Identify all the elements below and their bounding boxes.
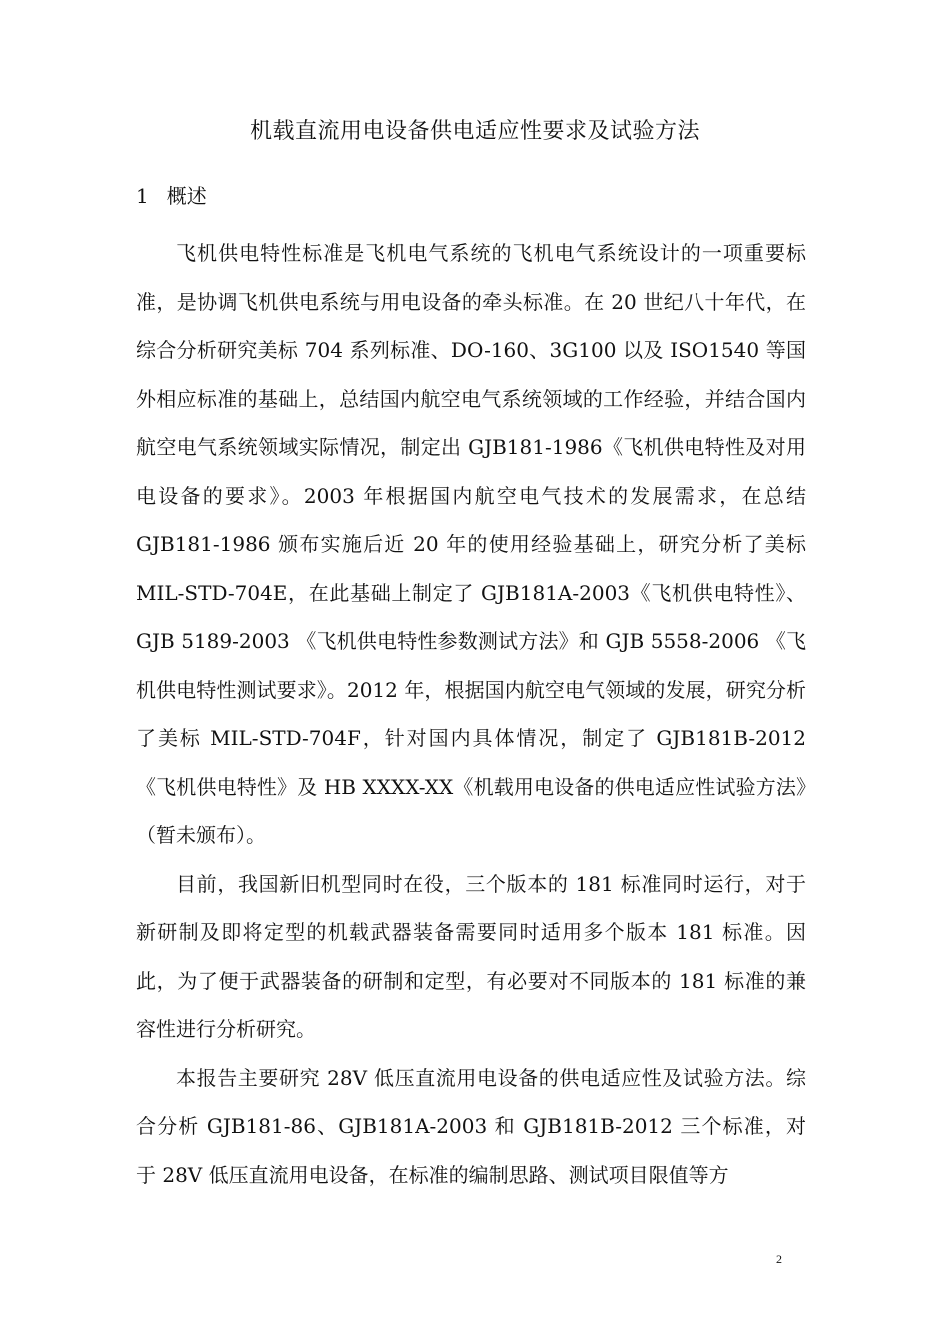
paragraph: 飞机供电特性标准是飞机电气系统的飞机电气系统设计的一项重要标准，是协调飞机供电系统与用电设备的牵头标准。在 20 世纪八十年代，在综合分析研究美标 704 系列标准、DO-160、3G100 以及 ISO1540 等国外相应标准的基础上，总结国内航空电气系统领域的工作经验，并结合国内航空电气系统领域实际情况，制定出 GJB181-1986《飞机供电特性及对用电设备的要求》。2003 年根据国内航空电气技术的发展需求，在总结 GJB181-1986 颁布实施后近 20 年的使用经验基础上，研究分析了美标 MIL-STD-704E，在此基础上制定了 GJB181A-2003《飞机供电特性》、GJB 5189-2003 《飞机供电特性参数测试方法》和 GJB 5558-2006 《飞机供电特性测试要求》。2012 年，根据国内航空电气领域的发展，研究分析了美标 MIL-STD-704F，针对国内具体情况，制定了 GJB181B-2012《飞机供电特性》及 HB XXXX-XX《机载用电设备的供电适应性试验方法》（暂未颁布）。 (136, 241, 806, 847)
page-number: 2 (776, 1252, 782, 1266)
body-text (136, 229, 806, 1199)
section-number: 1 (136, 184, 149, 208)
section-heading (136, 176, 207, 216)
document-title: 机载直流用电设备供电适应性要求及试验方法 (249, 119, 700, 144)
section-title: 概述 (166, 184, 207, 208)
paragraph: 本报告主要研究 28V 低压直流用电设备的供电适应性及试验方法。综合分析 GJB181-86、GJB181A-2003 和 GJB181B-2012 三个标准，对于 28V 低压直流用电设备，在标准的编制思路、测试项目限值等方 (136, 1065, 806, 1187)
paragraph: 目前，我国新旧机型同时在役，三个版本的 181 标准同时运行，对于新研制及即将定型的机载武器装备需要同时适用多个版本 181 标准。因此，为了便于武器装备的研制和定型，有必要对不同版本的 181 标准的兼容性进行分析研究。 (136, 871, 806, 1041)
